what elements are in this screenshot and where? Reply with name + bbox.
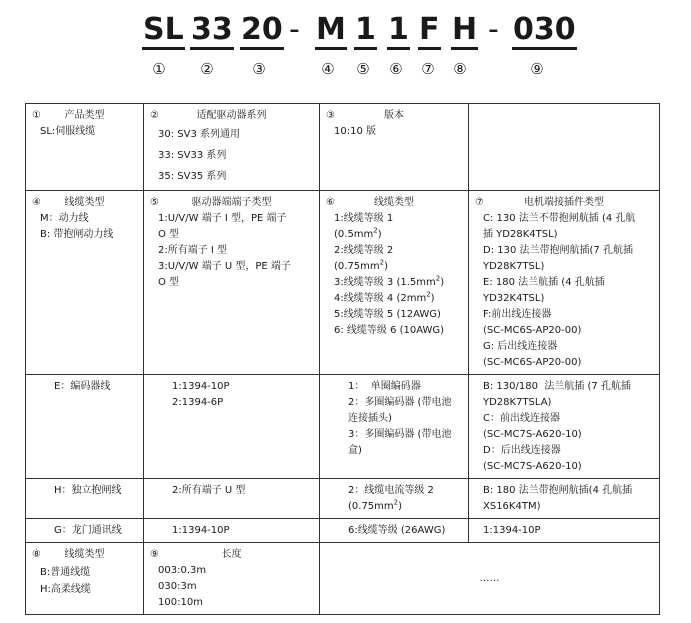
cell-number: ⑤ [150,197,159,208]
cell-line: 4:线缆等级 4 $(2mm^2)$ [334,290,435,304]
marker-4: ④ [321,60,335,78]
marker-5: ⑤ [356,60,370,78]
cell-encoder-label [26,375,144,479]
code-segment-flex: H [451,10,478,50]
cell-line: 030:3m [158,581,197,592]
cell-line: B: 180 法兰带抱闸航插(4 孔航插 [483,485,633,496]
cell-number: ⑨ [150,549,159,560]
cell-line: (SC-MC7S-A620-10) [483,461,582,472]
cell-line: (SC-MC6S-AP20-00) [483,325,582,336]
cell-encoder-type [320,375,469,479]
cell-line: E：编码器线 [54,381,111,392]
cell-length [144,543,320,615]
code-segment-product: SL [142,10,185,50]
cell-cable-grade [320,191,469,375]
cell-line: 003:0.3m [158,565,207,576]
cell-number: ③ [326,110,335,121]
cell-gantry-grade [320,519,469,543]
cell-title: 电机端接插件类型 [524,197,604,208]
cell-line: D：后出线连接器 [483,445,561,456]
cell-title: 线缆类型 [64,197,105,208]
spec-table [25,103,660,615]
cell-line: H:高柔线缆 [40,584,91,595]
cell-brake-label [26,479,144,519]
cell-line: XS16K4TM) [483,501,541,512]
cell-line: M：动力线 [40,213,89,224]
cell-line: B:普通线缆 [40,567,91,578]
cell-line: SL:伺服线缆 [40,126,96,137]
cell-title: 线缆类型 [64,549,105,560]
cell-line: 2:1394-6P [172,397,224,408]
cell-product-type [26,104,144,191]
cell-line: 6:线缆等级 (26AWG) [348,525,446,536]
cell-title: 适配驱动器系列 [196,110,267,121]
marker-3: ③ [252,60,266,78]
marker-8: ⑧ [453,60,467,78]
cell-line: 1： 单圈编码器 [348,381,421,392]
code-segment-driver-series: 33 [190,10,234,50]
cell-line: 3:U/V/W 端子 U 型，PE 端子 [158,261,291,272]
cell-title: 线缆类型 [374,197,414,208]
cell-line: 100:10m [158,597,203,608]
cell-line: E: 180 法兰航插 (4 孔航插 [483,277,605,288]
cell-line: 1:1394-10P [483,525,541,536]
cell-line: 30: SV3 系列通用 [158,129,241,140]
table-row [26,479,660,519]
cell-line: $(0.75mm^2)$ [334,258,389,272]
code-segment-motor-connector: F [418,10,441,50]
cell-line: C：前出线连接器 [483,413,560,424]
cell-brake-terminal [144,479,320,519]
cell-line: G：龙门通讯线 [54,525,122,536]
cell-line: (SC-MC7S-A620-10) [483,429,582,440]
marker-1: ① [152,60,166,78]
cell-cable-type [26,191,144,375]
cell-driver-series [144,104,320,191]
cell-line: 3:线缆等级 3 $(1.5mm^2)$ [334,274,445,288]
cell-title: 产品类型 [64,110,105,121]
cell-line: D: 130 法兰带抱闸航插(7 孔航插 [483,245,633,256]
code-separator: - [289,12,300,47]
cell-line: YD28K7TSLA) [483,397,552,408]
cell-line: 10:10 版 [334,126,376,137]
cell-line: B: 130/180 法兰航插 (7 孔航插 [483,381,631,392]
cell-number: ④ [32,197,41,208]
cell-brake-grade [320,479,469,519]
cell-line: 3：多圈编码器 (带电池 [348,429,452,440]
code-segment-version: 20 [240,10,284,50]
cell-gantry-label [26,519,144,543]
code-separator: - [488,12,499,47]
cell-motor-connector [469,191,660,375]
cell-line: 6: 线缆等级 6 (10AWG) [334,325,445,336]
cell-empty [469,104,660,191]
cell-number: ⑧ [32,549,41,560]
marker-9: ⑨ [530,60,544,78]
cell-line: 2:所有端子 U 型 [172,485,246,496]
cell-encoder-connector [469,375,660,479]
marker-7: ⑦ [421,60,435,78]
cell-number: ⑥ [326,197,335,208]
cell-title: 长度 [221,549,242,560]
cell-line: YD32K4TSL) [483,293,545,304]
cell-line: 33: SV33 系列 [158,150,227,161]
cell-line: 连接插头) [348,413,392,424]
cell-line: 1:U/V/W 端子 I 型，PE 端子 [158,213,287,224]
table-row [26,375,660,479]
cell-brake-connector [469,479,660,519]
cell-line: $(0.5mm^2)$ [334,226,382,240]
cell-line: 35: SV35 系列 [158,171,227,182]
code-segment-cable-type: M [315,10,347,50]
cell-line: 5:线缆等级 5 (12AWG) [334,309,441,320]
table-row [26,104,660,191]
cell-line: B: 带抱闸动力线 [40,229,114,240]
marker-6: ⑥ [389,60,403,78]
cell-line: 1:1394-10P [172,381,230,392]
cell-encoder-terminal [144,375,320,479]
cell-number: ⑦ [475,197,484,208]
cell-gantry-connector [469,519,660,543]
cell-line: 插 YD28K4TSL) [483,229,558,240]
cell-line: 1:线缆等级 1 [334,213,394,224]
cell-line: $(0.75mm^2)$ [348,498,403,512]
cell-driver-terminal [144,191,320,375]
cell-line: F:前出线连接器 [483,309,552,320]
cell-flex-type [26,543,144,615]
cell-line: (SC-MC6S-AP20-00) [483,357,582,368]
cell-line: 1:1394-10P [172,525,230,536]
cell-line: G: 后出线连接器 [483,341,558,352]
code-segment-cable-grade: 1 [387,10,410,50]
cell-version [320,104,469,191]
table-row [26,191,660,375]
cell-number: ② [150,110,159,121]
cell-line: 2:线缆等级 2 [334,245,394,256]
table-row [26,519,660,543]
ellipsis-text: …… [479,573,500,584]
table-row [26,543,660,615]
cell-line: 2：线缆电流等级 2 [348,485,434,496]
cell-line: YD28K7TSL) [483,261,545,272]
cell-number: ① [32,110,41,121]
cell-line: O 型 [158,277,180,288]
code-segment-driver-terminal: 1 [354,10,377,50]
cell-line: O 型 [158,229,180,240]
cell-title: 驱动器端端子类型 [191,197,272,208]
cell-line: 2：多圈编码器 (带电池 [348,397,452,408]
code-segment-length: 030 [512,10,577,50]
cell-line: H：独立抱闸线 [54,485,122,496]
cell-line: 盒) [348,445,362,456]
cell-ellipsis [320,543,660,615]
marker-2: ② [200,60,214,78]
cell-title: 版本 [384,110,404,121]
cell-line: C: 130 法兰不带抱闸航插 (4 孔航 [483,213,636,224]
cell-gantry-terminal [144,519,320,543]
cell-line: 2:所有端子 I 型 [158,245,228,256]
